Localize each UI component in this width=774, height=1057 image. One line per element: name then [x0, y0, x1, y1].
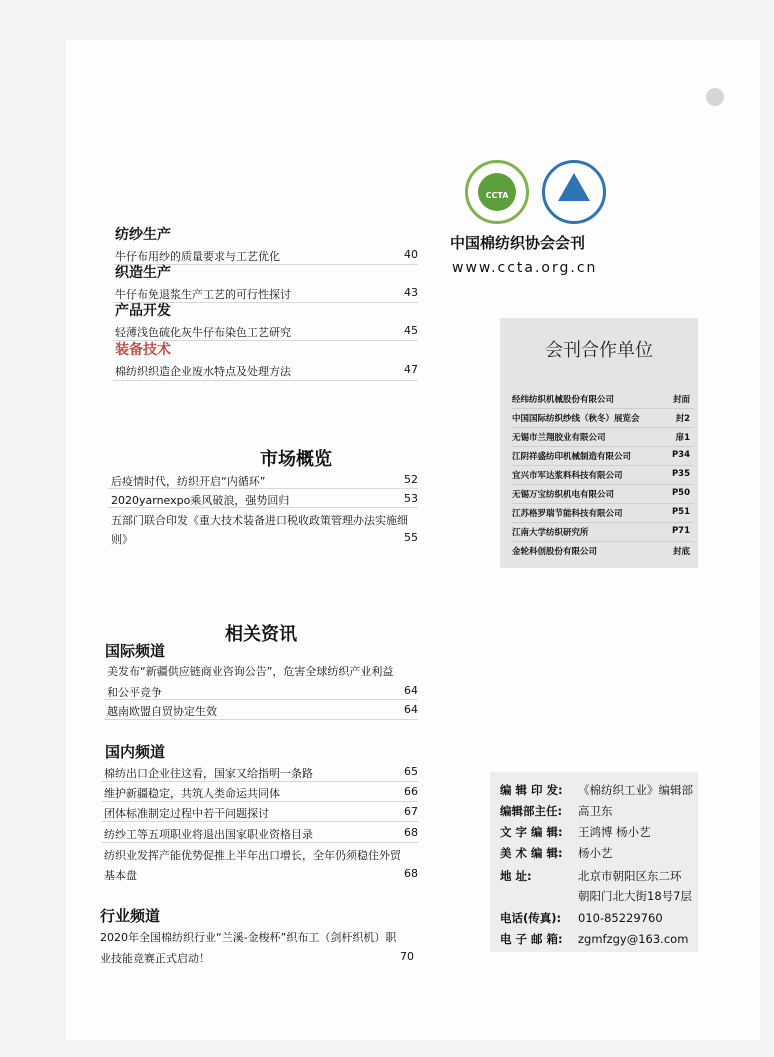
toc-entry-title[interactable]: 纺织业发挥产能优势促推上半年出口增长，全年仍须稳住外贸	[104, 849, 401, 862]
divider	[102, 781, 418, 782]
toc-entry-page: 65	[404, 765, 418, 778]
toc-entry-title[interactable]: 2020yarnexpo乘风破浪，强势回归	[111, 494, 290, 507]
divider	[104, 719, 418, 720]
partner-row: 宜兴市军达浆料科技有限公司 P35	[512, 466, 694, 485]
partners-panel	[500, 318, 698, 568]
toc-entry-page: 64	[404, 703, 418, 716]
toc-entry-title[interactable]: 牛仔布用纱的质量要求与工艺优化	[115, 250, 280, 263]
toc-entry-page: 43	[404, 286, 418, 299]
divider	[113, 380, 418, 381]
toc-entry-title[interactable]: 棉纺织织造企业废水特点及处理方法	[115, 365, 291, 378]
toc-entry-title-cont[interactable]: 则》	[111, 533, 133, 546]
partner-row: 江南大学纺织研究所 P71	[512, 523, 694, 542]
toc-entry-page: 47	[404, 363, 418, 376]
section-title: 市场概览	[260, 449, 332, 470]
toc-entry-page: 70	[400, 950, 414, 963]
masthead	[490, 772, 698, 952]
category-heading: 织造生产	[115, 265, 171, 281]
toc-entry-title-cont[interactable]: 基本盘	[104, 869, 137, 882]
category-heading: 装备技术	[115, 342, 171, 358]
toc-entry-page: 68	[404, 867, 418, 880]
toc-entry-title[interactable]: 牛仔布免退浆生产工艺的可行性探讨	[115, 288, 291, 301]
category-heading: 纺纱生产	[115, 227, 171, 243]
toc-entry-title[interactable]: 2020年全国棉纺织行业“兰溪-金梭杯”织布工（剑杆织机）职	[100, 931, 397, 944]
masthead-row: 电话(传真): 010-85229760	[500, 911, 663, 925]
partners-title: 会刊合作单位	[545, 340, 653, 361]
toc-entry-page: 52	[404, 473, 418, 486]
toc-entry-page: 45	[404, 324, 418, 337]
partner-row: 金轮科创股份有限公司 封底	[512, 547, 690, 557]
toc-entry-title[interactable]: 棉纺出口企业往这看，国家又给指明一条路	[104, 767, 313, 780]
divider	[102, 801, 418, 802]
masthead-row[interactable]: 电 子 邮 箱: zgmfzgy@163.com	[500, 932, 689, 946]
decorative-dot	[706, 88, 724, 106]
toc-entry-page: 64	[404, 684, 418, 697]
divider	[108, 488, 418, 489]
toc-entry-title[interactable]: 轻薄浅色硫化灰牛仔布染色工艺研究	[115, 326, 291, 339]
toc-entry-page: 55	[404, 531, 418, 544]
masthead-row: 编 辑 印 发: 《棉纺织工业》编辑部	[500, 783, 693, 797]
masthead-row: 美 术 编 辑: 杨小艺	[500, 846, 613, 860]
masthead-row: 文 字 编 辑: 王鸿博 杨小艺	[500, 825, 651, 839]
toc-entry-title[interactable]: 纺纱工等五项职业将退出国家职业资格目录	[104, 828, 313, 841]
divider	[104, 699, 418, 700]
partner-row: 无锡万宝纺织机电有限公司 P50	[512, 485, 694, 504]
mountain-logo-icon	[542, 160, 606, 224]
partner-row: 江阴祥盛纺印机械制造有限公司 P34	[512, 447, 694, 466]
toc-entry-page: 66	[404, 785, 418, 798]
section-title: 相关资讯	[225, 624, 297, 645]
divider	[102, 821, 418, 822]
toc-entry-title[interactable]: 越南欧盟自贸协定生效	[107, 705, 217, 718]
divider	[108, 507, 418, 508]
toc-entry-page: 68	[404, 826, 418, 839]
channel-title: 行业频道	[100, 907, 161, 925]
toc-entry-page: 53	[404, 492, 418, 505]
toc-entry-page: 40	[404, 248, 418, 261]
partner-row: 无锡市兰翔胶业有限公司 扉1	[512, 428, 694, 447]
partner-row: 中国国际纺织纱线（秋冬）展览会 封2	[512, 409, 694, 428]
channel-title: 国际频道	[105, 642, 166, 660]
association-name: 中国棉纺织协会会刊	[450, 234, 586, 252]
toc-entry-title[interactable]: 后疫情时代，纺织开启“内循环”	[111, 475, 266, 488]
toc-entry-title[interactable]: 团体标准制定过程中若干问题探讨	[104, 807, 269, 820]
partner-row: 经纬纺织机械股份有限公司 封面	[512, 390, 694, 409]
divider	[102, 842, 418, 843]
partner-row: 江苏格罗瑞节能科技有限公司 P51	[512, 504, 694, 523]
channel-title: 国内频道	[105, 743, 166, 761]
masthead-row: 编辑部主任: 高卫东	[500, 804, 613, 818]
association-url[interactable]: www.ccta.org.cn	[452, 260, 598, 276]
toc-entry-title[interactable]: 维护新疆稳定，共筑人类命运共同体	[104, 787, 280, 800]
toc-entry-title-cont[interactable]: 业技能竞赛正式启动！	[100, 952, 210, 965]
masthead-row: 地 址: 北京市朝阳区东二环	[500, 869, 682, 883]
ccta-logo-icon: CCTA	[465, 160, 529, 224]
toc-entry-title-cont[interactable]: 和公平竞争	[107, 686, 162, 699]
category-heading: 产品开发	[115, 303, 171, 319]
toc-entry-title[interactable]: 美发布“新疆供应链商业咨询公告”，危害全球纺织产业利益	[107, 665, 394, 678]
masthead-row: 朝阳门北大街18号7层	[578, 889, 692, 903]
toc-entry-page: 67	[404, 805, 418, 818]
toc-entry-title[interactable]: 五部门联合印发《重大技术装备进口税收政策管理办法实施细	[111, 514, 408, 527]
